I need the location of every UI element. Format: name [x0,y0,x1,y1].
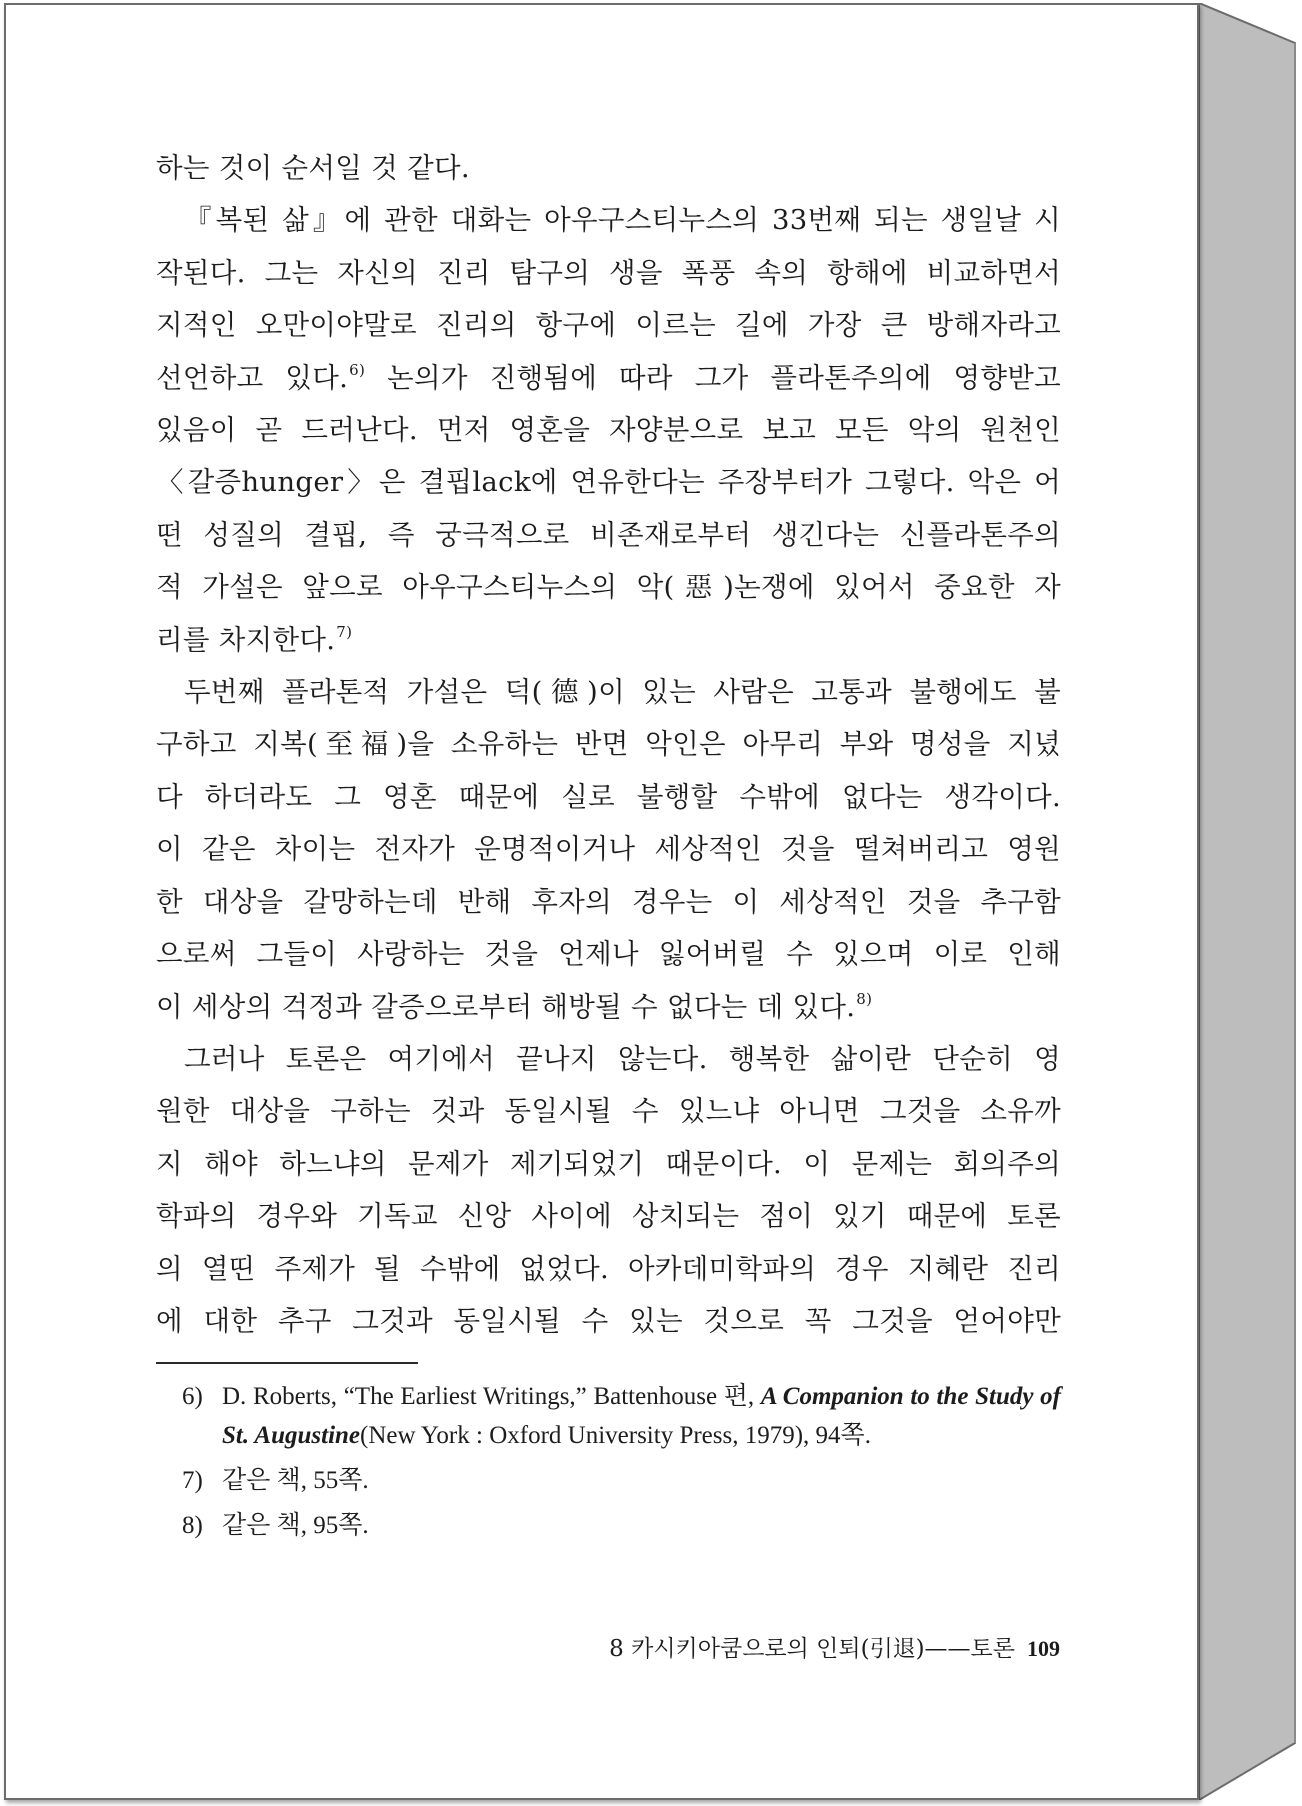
paragraph-2-line [156,509,1061,561]
text-line: 리를 차지한다. [156,623,336,656]
chapter-title: 8 카시키아쿰으로의 인퇴(引退)——토론 [609,1636,1015,1662]
paragraph-3-line [156,823,1061,875]
paragraph-1 [156,142,1061,194]
paragraph-2-line [156,561,1061,613]
footnote-citation-title: A Companion to the Study of St. Augustine [222,1383,1061,1449]
footnotes [156,1377,1061,1545]
paragraph-4-line [156,1138,1061,1190]
footnote-6 [156,1377,1061,1455]
footnote-citation-author: D. Roberts, “The Earliest Writings,” Battenhouse 편, [222,1383,761,1410]
paragraph-2-line [156,194,1061,246]
paragraph-4-line [156,1190,1061,1242]
text-line: 지적인 오만이야말로 진리의 항구에 이르는 길에 가장 큰 방해자라고 [156,309,1061,342]
text-line: 〈갈증hunger〉은 결핍lack에 연유한다는 주장부터가 그렇다. 악은 어 [156,466,1061,499]
text-line: 한 대상을 갈망하는데 반해 후자의 경우는 이 세상적인 것을 추구함 [156,885,1061,918]
text-line: 논의가 진행됨에 따라 그가 플라톤주의에 영향받고 [365,361,1061,394]
footnote-number: 7) [182,1467,203,1494]
text-line: 두번째 플라톤적 가설은 덕(德)이 있는 사람은 고통과 불행에도 불 [184,676,1061,709]
paragraph-2-line [156,247,1061,299]
footnote-text: 같은 책, 95쪽. [222,1512,369,1539]
text-line: 다 하더라도 그 영혼 때문에 실로 불행할 수밖에 없다는 생각이다. [156,780,1061,813]
paragraph-4-line [156,1295,1061,1347]
paragraph-3-line [156,876,1061,928]
paragraph-3-line [156,981,1061,1033]
paragraph-4-line [156,1085,1061,1137]
paragraph-2-line [156,456,1061,508]
paragraph-3-line [156,718,1061,770]
text-line: 에 대한 추구 그것과 동일시될 수 있는 것으로 꼭 그것을 얻어야만 [156,1304,1061,1337]
footnote-8 [156,1506,1061,1545]
text-line: 원한 대상을 구하는 것과 동일시될 수 있느냐 아니면 그것을 소유까 [156,1095,1061,1128]
paragraph-4-line [156,1243,1061,1295]
paragraph-3-line [156,928,1061,980]
text-line: 의 열띤 주제가 될 수밖에 없었다. 아카데미학파의 경우 지혜란 진리 [156,1252,1061,1285]
text-line: 으로써 그들이 사랑하는 것을 언제나 잃어버릴 수 있으며 이로 인해 [156,938,1061,971]
body-text [156,142,1061,1347]
running-footer [500,1630,1060,1663]
paragraph-2-line [156,614,1061,666]
footnote-number: 6) [182,1383,203,1410]
footnote-ref-6[interactable]: 6) [349,360,366,379]
text-line: 학파의 경우와 기독교 신앙 사이에 상치되는 점이 있기 때문에 토론 [156,1200,1061,1233]
text-line: 떤 성질의 결핍, 즉 궁극적으로 비존재로부터 생긴다는 신플라톤주의 [156,518,1061,551]
paragraph-2-line [156,299,1061,351]
text-line: 이 같은 차이는 전자가 운명적이거나 세상적인 것을 떨쳐버리고 영원 [156,833,1061,866]
paragraph-3-line [156,771,1061,823]
text-line: 이 세상의 걱정과 갈증으로부터 해방될 수 없다는 데 있다. [156,990,856,1023]
paragraph-4-line [156,1033,1061,1085]
text-line: 하는 것이 순서일 것 같다. [156,152,470,184]
footnote-text: 같은 책, 55쪽. [222,1467,369,1494]
text-line: 적 가설은 앞으로 아우구스티누스의 악(惡)논쟁에 있어서 중요한 자 [156,571,1061,604]
footnote-ref-7[interactable]: 7) [336,622,353,641]
text-line: 선언하고 있다. [156,361,349,394]
footnote-7 [156,1461,1061,1500]
footnote-text [222,1377,1061,1455]
text-line: 그러나 토론은 여기에서 끝나지 않는다. 행복한 삶이란 단순히 영 [184,1042,1061,1075]
text-line: 지 해야 하느냐의 문제가 제기되었기 때문이다. 이 문제는 회의주의 [156,1147,1061,1180]
footnote-ref-8[interactable]: 8) [856,989,873,1008]
text-line: 구하고 지복(至福)을 소유하는 반면 악인은 아무리 부와 명성을 지녔 [156,728,1061,761]
text-line: 『복된 삶』에 관한 대화는 아우구스티누스의 33번째 되는 생일날 시 [184,204,1061,237]
book-side-edge [1199,3,1299,1800]
paragraph-2-line [156,404,1061,456]
paragraph-3-line [156,666,1061,718]
footnote-divider [156,1362,418,1364]
text-line: 있음이 곧 드러난다. 먼저 영혼을 자양분으로 보고 모든 악의 원천인 [156,414,1061,447]
paragraph-2-line [156,352,1061,404]
page-number: 109 [1027,1636,1060,1661]
footnote-number: 8) [182,1512,203,1539]
footnote-citation-publisher: (New York : Oxford University Press, 1979), 94쪽. [360,1422,871,1449]
text-line: 작된다. 그는 자신의 진리 탐구의 생을 폭풍 속의 항해에 비교하면서 [156,256,1061,289]
